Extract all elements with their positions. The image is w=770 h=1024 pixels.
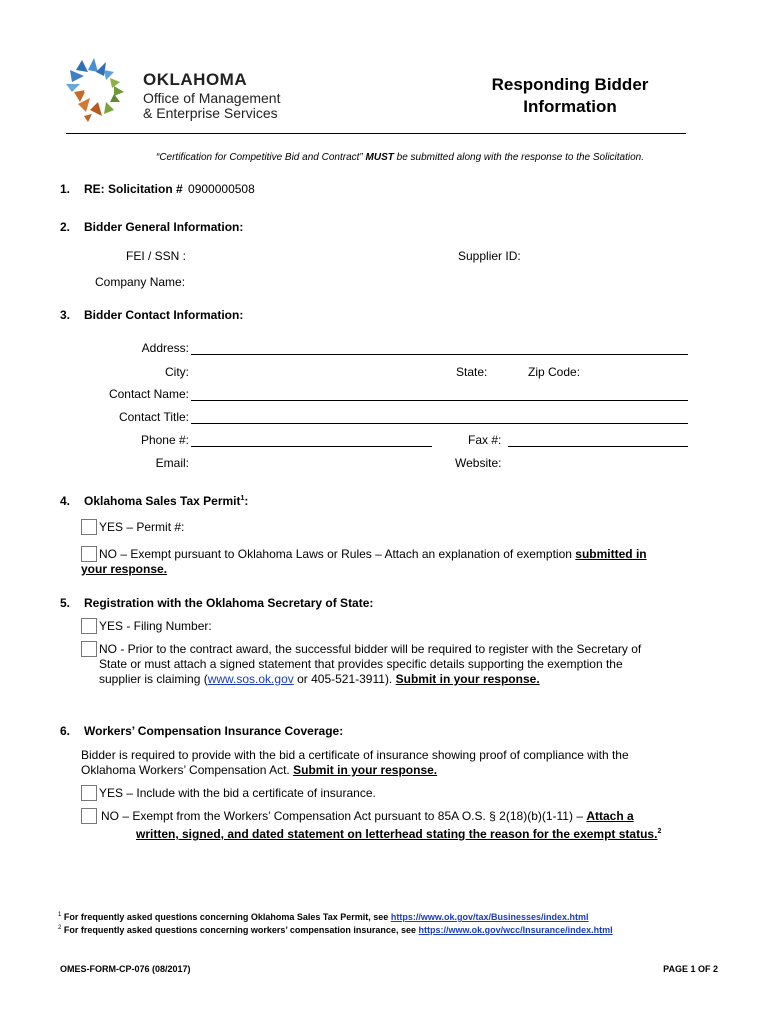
section-6-heading [60,724,343,738]
sales-tax-no-checkbox[interactable] [81,546,97,562]
city-label: City: [165,365,189,379]
oklahoma-star-logo-icon [64,58,134,124]
note-bold: MUST [365,152,394,163]
footnote-ref: 2 [657,828,662,835]
footnote-1-marker: 1 [58,912,62,918]
website-label: Website: [455,456,502,470]
sos-no-line1: NO - Prior to the contract award, the successful bidder will be required to register with the Secretary of [99,642,642,656]
wc-no-label-cont [136,824,661,842]
section-5-heading [60,596,373,610]
note-part2: be submitted along with the response to the Solicitation. [396,152,645,163]
wc-paragraph-line2 [81,763,437,778]
section-2-label: Bidder General Information: [84,220,244,234]
sos-submit-bold: Submit in your response. [395,672,540,686]
sos-no-line3 [99,672,540,687]
company-name-label: Company Name: [95,275,186,289]
zip-code-label: Zip Code: [528,365,581,379]
title-line2: Information [523,97,617,116]
wc-paragraph-line1: Bidder is required to provide with the bid a certificate of insurance showing proof of compliance with the [81,748,629,762]
section-number: 4. [60,494,71,508]
section-3-heading [60,308,243,322]
sos-no-line2: State or must attach a signed statement that provides specific details supporting the exemption the [99,657,623,671]
fei-ssn-label: FEI / SSN : [126,249,187,263]
sales-tax-no-label [99,547,699,562]
footnote-ref: 1 [240,495,245,502]
section-3-label: Bidder Contact Information: [84,308,244,322]
phone-label: Phone #: [140,433,189,447]
sos-yes-checkbox[interactable] [81,618,97,634]
header-divider [66,133,686,134]
sales-tax-no-bold: submitted in [575,547,647,561]
sales-tax-yes-checkbox[interactable] [81,519,97,535]
footnote-2-marker: 2 [58,925,62,931]
state-label: State: [456,365,488,379]
page-number: PAGE 1 OF 2 [663,964,718,974]
page-title [470,74,670,118]
footnote-2-link[interactable]: https://www.ok.gov/wcc/Insurance/index.html [418,925,613,935]
form-id: OMES-FORM-CP-076 (08/2017) [60,964,191,974]
sos-yes-label: YES - Filing Number: [99,619,212,633]
section-number: 6. [60,724,71,738]
contact-name-field[interactable] [191,400,688,401]
sales-tax-no-text: NO – Exempt pursuant to Oklahoma Laws or Rules – Attach an explanation of exemption [99,547,572,561]
wc-paragraph-text: Oklahoma Workers’ Compensation Act. [81,763,290,777]
fax-label: Fax #: [468,433,502,447]
section-number: 3. [60,308,71,322]
footnote-1 [58,912,589,922]
section-number: 1. [60,182,71,196]
wc-no-label [101,809,634,824]
sos-no-checkbox[interactable] [81,641,97,657]
sos-website-link[interactable]: www.sos.ok.gov [207,672,294,686]
sales-tax-yes-label: YES – Permit #: [99,520,185,534]
footnote-2-text: For frequently asked questions concerning workers’ compensation insurance, see [63,925,416,935]
address-label: Address: [141,341,189,355]
contact-title-field[interactable] [191,423,688,424]
footnote-1-link[interactable]: https://www.ok.gov/tax/Businesses/index.html [390,912,589,922]
note-part1: “Certification for Competitive Bid and Contract” [155,152,363,163]
wc-no-bold2: written, signed, and dated statement on letterhead stating the reason for the exempt status. [136,827,658,841]
supplier-id-label: Supplier ID: [458,249,521,263]
contact-title-label: Contact Title: [118,410,189,424]
wc-yes-label: YES – Include with the bid a certificate of insurance. [99,786,376,800]
sos-phone-text: or 405-521-3911). [297,672,393,686]
wc-no-bold1: Attach a [586,809,634,823]
section-1-label: RE: Solicitation # [84,182,183,196]
org-name-oklahoma: OKLAHOMA [143,70,248,89]
section-4-label: Oklahoma Sales Tax Permit [84,494,241,508]
solicitation-number: 0900000508 [188,182,255,196]
section-number: 2. [60,220,71,234]
contact-name-label: Contact Name: [108,387,189,401]
certification-note [66,152,734,163]
section-number: 5. [60,596,71,610]
title-line1: Responding Bidder [491,75,649,94]
footnote-2 [58,925,613,935]
wc-no-checkbox[interactable] [81,808,97,824]
address-field[interactable] [191,354,688,355]
footnote-1-text: For frequently asked questions concerning Oklahoma Sales Tax Permit, see [63,912,389,922]
colon: : [244,494,249,508]
fax-field[interactable] [508,446,688,447]
section-6-label: Workers’ Compensation Insurance Coverage: [84,724,344,738]
wc-no-text: NO – Exempt from the Workers’ Compensation Act pursuant to 85A O.S. § 2(18)(b)(1-11) – [101,809,583,823]
phone-field[interactable] [191,446,432,447]
section-1-heading [60,182,255,196]
section-2-heading [60,220,243,234]
wc-submit-bold: Submit in your response. [293,763,438,777]
section-4-heading [60,494,248,508]
sales-tax-no-bold-cont [81,562,167,577]
sales-tax-no-bold2: your response. [81,562,168,576]
sos-no-line3-text: supplier is claiming ( [99,672,208,686]
email-label: Email: [155,456,189,470]
section-5-label: Registration with the Oklahoma Secretary of State: [84,596,374,610]
wc-yes-checkbox[interactable] [81,785,97,801]
org-name-line2: Office of Management [143,90,281,106]
org-name-line3: & Enterprise Services [143,105,278,121]
